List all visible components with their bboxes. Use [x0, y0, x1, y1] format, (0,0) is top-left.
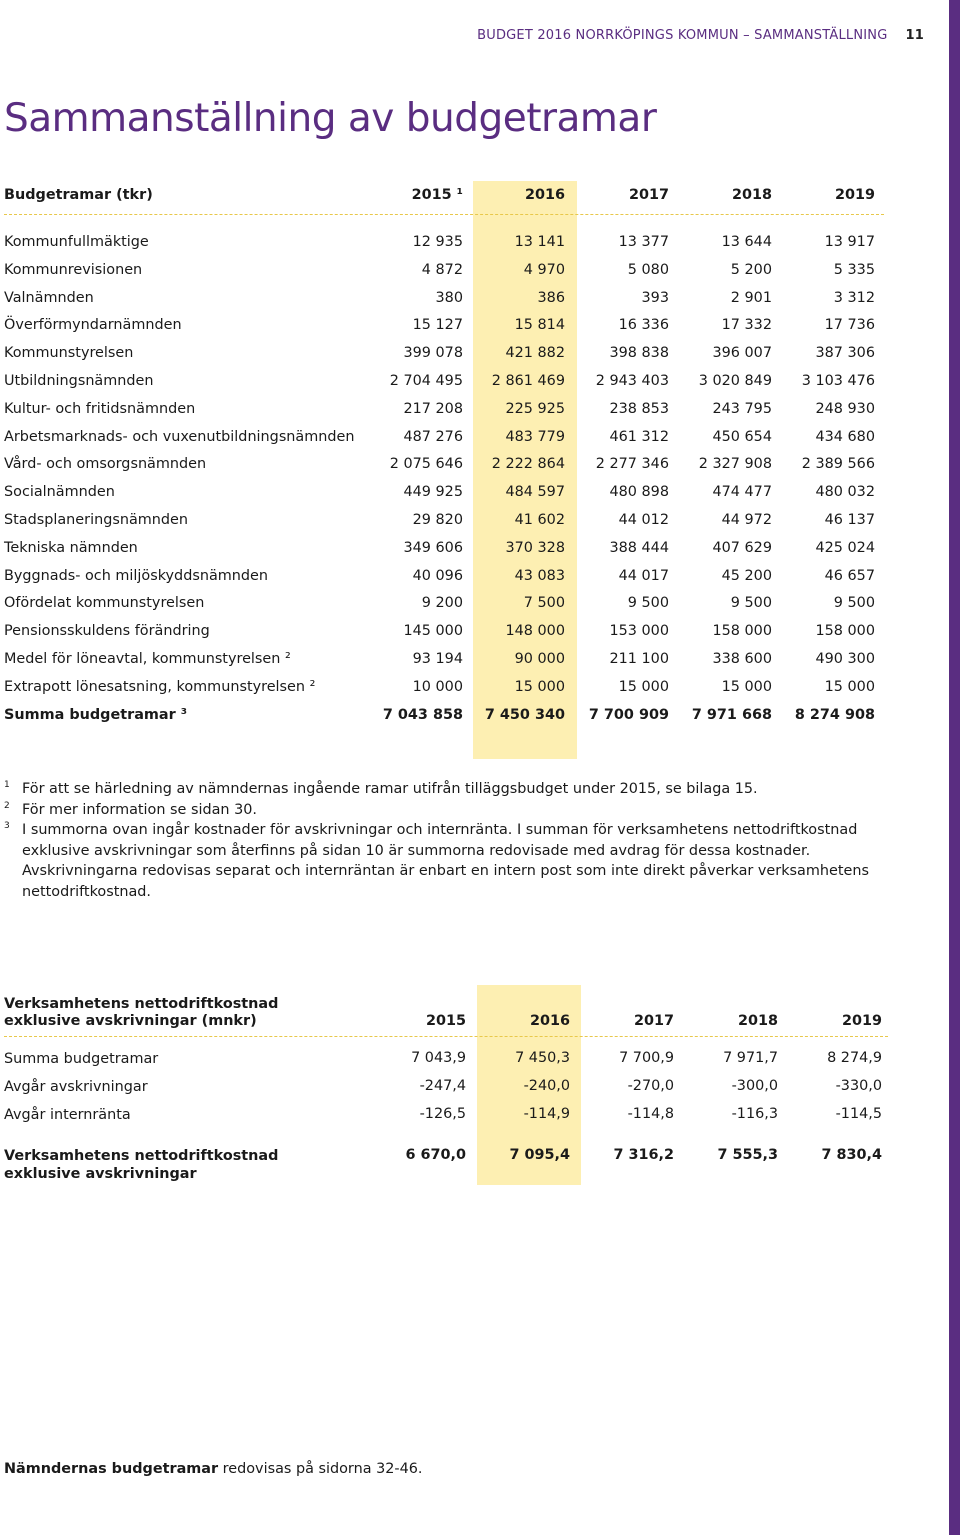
year-header: 2018: [737, 1013, 778, 1029]
cell-value: 480 898: [609, 484, 669, 501]
row-label: Stadsplaneringsnämnden: [4, 512, 189, 528]
cell-value: 393: [641, 289, 669, 306]
table-row: [4, 623, 884, 651]
year-header: 2015: [425, 1013, 466, 1029]
cell-value: 2 277 346: [595, 456, 669, 473]
net-cost-header-row: [4, 1013, 884, 1033]
table-row: [4, 429, 884, 457]
cell-value: 480 032: [815, 484, 875, 501]
cell-value: 45 200: [721, 567, 772, 584]
footnote-text: För mer information se sidan 30.: [22, 801, 258, 818]
cell-value: -270,0: [627, 1078, 674, 1094]
cell-value: 17 332: [721, 317, 772, 334]
table-header-row: [4, 187, 884, 215]
cell-value: -116,3: [731, 1106, 778, 1122]
cell-value: 7 830,4: [821, 1147, 882, 1163]
cell-value: 153 000: [609, 623, 669, 640]
cell-value: 407 629: [712, 539, 772, 556]
cell-value: -300,0: [731, 1078, 778, 1094]
footnote: [4, 820, 904, 902]
row-label: Summa budgetramar ³: [4, 706, 188, 723]
cell-value: 243 795: [712, 400, 772, 417]
footer-bold: Nämndernas budgetramar: [4, 1461, 219, 1477]
cell-value: 4 872: [421, 261, 463, 278]
cell-value: 9 500: [833, 595, 875, 612]
cell-value: 44 972: [721, 512, 772, 528]
cell-value: 17 736: [824, 317, 875, 334]
cell-value: 5 080: [627, 261, 669, 278]
row-label: Arbetsmarknads- och vuxenutbildningsnämnden: [4, 428, 355, 445]
year-header: 2015 ¹: [411, 187, 463, 203]
cell-value: 44 012: [618, 512, 669, 528]
cell-value: -240,0: [523, 1078, 570, 1094]
table-row: [4, 651, 884, 679]
footnotes: [4, 779, 904, 902]
cell-value: 15 000: [618, 678, 669, 695]
cell-value: 248 930: [815, 400, 875, 417]
cell-value: 7 095,4: [509, 1147, 570, 1163]
row-label: Medel för löneavtal, kommunstyrelsen ²: [4, 651, 291, 667]
cell-value: 211 100: [609, 651, 669, 667]
cell-value: 158 000: [712, 623, 772, 640]
cell-value: 238 853: [609, 400, 669, 417]
cell-value: 388 444: [609, 539, 669, 556]
cell-value: 90 000: [514, 651, 565, 667]
cell-value: 15 127: [412, 317, 463, 334]
footnote: [4, 800, 904, 821]
year-header: 2019: [841, 1013, 882, 1029]
table-row: [4, 317, 884, 345]
row-label: Valnämnden: [4, 289, 94, 306]
header-divider: [4, 1036, 888, 1037]
cell-value: 13 377: [618, 234, 669, 250]
footnote-number: 3: [4, 821, 10, 831]
cell-value: -114,5: [835, 1106, 882, 1122]
cell-value: 15 000: [721, 678, 772, 695]
label-line: exklusive avskrivningar: [4, 1166, 197, 1182]
footnote-text: I summorna ovan ingår kostnader för avskrivningar och internränta. I summan för verksamhetens nettodriftkostnad exklusive avskrivningar som återfinns på sidan 10 är summorna redovisade med avdrag för dessa kostnader. Avskrivningarna redovisas separat och internräntan är enbart en intern post som inte direkt påverkar verksamhetens nettodriftkostnad.: [22, 822, 869, 900]
cell-value: 484 597: [505, 484, 565, 501]
cell-value: 3 020 849: [698, 373, 772, 389]
cell-value: 461 312: [609, 428, 669, 445]
cell-value: 449 925: [403, 484, 463, 501]
cell-value: 380: [435, 289, 463, 306]
cell-value: 15 000: [824, 678, 875, 695]
year-header: 2017: [633, 1013, 674, 1029]
cell-value: 474 477: [712, 484, 772, 501]
row-label: Byggnads- och miljöskyddsnämnden: [4, 567, 269, 584]
running-title: BUDGET 2016 NORRKÖPINGS KOMMUN – SAMMANSTÄLLNING: [477, 28, 888, 43]
cell-value: 158 000: [815, 623, 875, 640]
cell-value: 3 103 476: [801, 373, 875, 389]
cell-value: 387 306: [815, 345, 875, 362]
table-row: [4, 512, 884, 540]
page-title: Sammanställning av budgetramar: [4, 96, 657, 141]
title-line: exklusive avskrivningar (mnkr): [4, 1013, 257, 1029]
cell-value: 10 000: [412, 678, 463, 695]
cell-value: 225 925: [505, 400, 565, 417]
footnote-number: 1: [4, 780, 10, 790]
footnote-number: 2: [4, 800, 10, 811]
cell-value: 43 083: [514, 567, 565, 584]
table-header-label: Budgetramar (tkr): [4, 187, 153, 203]
cell-value: 9 500: [730, 595, 772, 612]
footer-text: redovisas på sidorna 32-46.: [218, 1461, 423, 1477]
row-label: Ofördelat kommunstyrelsen: [4, 595, 205, 612]
cell-value: 7 555,3: [717, 1147, 778, 1163]
cell-value: 421 882: [505, 345, 565, 362]
cell-value: 12 935: [412, 234, 463, 250]
table-row: [4, 1078, 884, 1102]
footnote: [4, 779, 904, 800]
cell-value: 13 141: [514, 234, 565, 250]
table-row: [4, 568, 884, 596]
cell-value: 399 078: [403, 345, 463, 362]
cell-value: 7 700,9: [619, 1050, 674, 1066]
cell-value: 8 274 908: [794, 706, 875, 723]
cell-value: 16 336: [618, 317, 669, 334]
cell-value: 4 970: [523, 261, 565, 278]
row-label: Avgår avskrivningar: [4, 1079, 148, 1095]
table-row: [4, 1050, 884, 1074]
row-label: Pensionsskuldens förändring: [4, 623, 210, 640]
cell-value: 15 814: [514, 317, 565, 334]
cell-value: 2 075 646: [389, 456, 463, 473]
cell-value: 5 335: [833, 261, 875, 278]
cell-value: 2 943 403: [595, 373, 669, 389]
cell-value: 7 450,3: [515, 1050, 570, 1066]
cell-value: 40 096: [412, 567, 463, 584]
row-label: Socialnämnden: [4, 484, 115, 501]
cell-value: 15 000: [514, 678, 565, 695]
cell-value: 2 901: [730, 289, 772, 306]
row-label: Kommunfullmäktige: [4, 234, 149, 250]
cell-value: 13 917: [824, 234, 875, 250]
year-header: 2016: [529, 1013, 570, 1029]
footer-note: [4, 1461, 423, 1477]
cell-value: 7 043 858: [382, 706, 463, 723]
cell-value: 13 644: [721, 234, 772, 250]
year-header: 2016: [524, 187, 565, 203]
cell-value: 490 300: [815, 651, 875, 667]
cell-value: 386: [537, 289, 565, 306]
cell-value: 2 389 566: [801, 456, 875, 473]
cell-value: 338 600: [712, 651, 772, 667]
cell-value: 46 137: [824, 512, 875, 528]
table-row: [4, 234, 884, 262]
row-label: Överförmyndarnämnden: [4, 317, 182, 334]
cell-value: 9 500: [627, 595, 669, 612]
cell-value: -126,5: [419, 1106, 466, 1122]
cell-value: 7 316,2: [613, 1147, 674, 1163]
cell-value: 425 024: [815, 539, 875, 556]
row-label: Avgår internränta: [4, 1107, 131, 1123]
table-row: [4, 540, 884, 568]
cell-value: 93 194: [412, 651, 463, 667]
cell-value: 145 000: [403, 623, 463, 640]
table-row: [4, 401, 884, 429]
year-header: 2018: [731, 187, 772, 203]
cell-value: 41 602: [514, 512, 565, 528]
table-row: [4, 373, 884, 401]
cell-value: 396 007: [712, 345, 772, 362]
cell-value: 5 200: [730, 261, 772, 278]
cell-value: 7 700 909: [588, 706, 669, 723]
table-row: [4, 456, 884, 484]
page-edge-bar: [949, 0, 960, 1535]
cell-value: 29 820: [412, 512, 463, 528]
cell-value: 9 200: [421, 595, 463, 612]
row-label: Utbildningsnämnden: [4, 373, 154, 389]
cell-value: 398 838: [609, 345, 669, 362]
cell-value: 434 680: [815, 428, 875, 445]
table-row: [4, 345, 884, 373]
cell-value: 370 328: [505, 539, 565, 556]
table-row: [4, 290, 884, 318]
row-label: Vård- och omsorgsnämnden: [4, 456, 207, 473]
cell-value: 7 500: [523, 595, 565, 612]
cell-value: 487 276: [403, 428, 463, 445]
cell-value: 2 222 864: [491, 456, 565, 473]
cell-value: 450 654: [712, 428, 772, 445]
cell-value: 7 450 340: [484, 706, 565, 723]
total-row: [4, 1147, 884, 1187]
cell-value: 2 861 469: [491, 373, 565, 389]
table-row: [4, 595, 884, 623]
label-line: Verksamhetens nettodriftkostnad: [4, 1148, 279, 1164]
cell-value: 2 704 495: [389, 373, 463, 389]
cell-value: 7 971 668: [691, 706, 772, 723]
cell-value: 7 971,7: [723, 1050, 778, 1066]
row-label: Kommunstyrelsen: [4, 345, 134, 362]
row-label: Kommunrevisionen: [4, 261, 143, 278]
table-row: [4, 1106, 884, 1130]
running-header: [477, 28, 924, 43]
header-divider: [4, 214, 884, 215]
year-header: 2019: [834, 187, 875, 203]
title-line: Verksamhetens nettodriftkostnad: [4, 996, 279, 1012]
table-row: [4, 262, 884, 290]
row-label: Tekniska nämnden: [4, 539, 138, 556]
page-number: 11: [905, 28, 924, 43]
cell-value: -247,4: [419, 1078, 466, 1094]
cell-value: 8 274,9: [827, 1050, 882, 1066]
cell-value: 7 043,9: [411, 1050, 466, 1066]
cell-value: 44 017: [618, 567, 669, 584]
table-row: [4, 679, 884, 707]
row-label: Summa budgetramar: [4, 1051, 159, 1067]
year-header: 2017: [628, 187, 669, 203]
cell-value: -330,0: [835, 1078, 882, 1094]
cell-value: 3 312: [833, 289, 875, 306]
cell-value: 148 000: [505, 623, 565, 640]
table-row: [4, 484, 884, 512]
cell-value: 217 208: [403, 400, 463, 417]
cell-value: -114,9: [523, 1106, 570, 1122]
net-cost-table-title: [4, 995, 278, 1013]
row-label: Kultur- och fritidsnämnden: [4, 400, 196, 417]
cell-value: 349 606: [403, 539, 463, 556]
cell-value: 483 779: [505, 428, 565, 445]
cell-value: 6 670,0: [405, 1147, 466, 1163]
row-label: [4, 1147, 278, 1183]
cell-value: 2 327 908: [698, 456, 772, 473]
total-row: [4, 707, 884, 735]
cell-value: 46 657: [824, 567, 875, 584]
row-label: Extrapott lönesatsning, kommunstyrelsen ²: [4, 678, 316, 695]
cell-value: -114,8: [627, 1106, 674, 1122]
footnote-text: För att se härledning av nämndernas ingående ramar utifrån tilläggsbudget under 2015, se bilaga 15.: [22, 781, 758, 797]
